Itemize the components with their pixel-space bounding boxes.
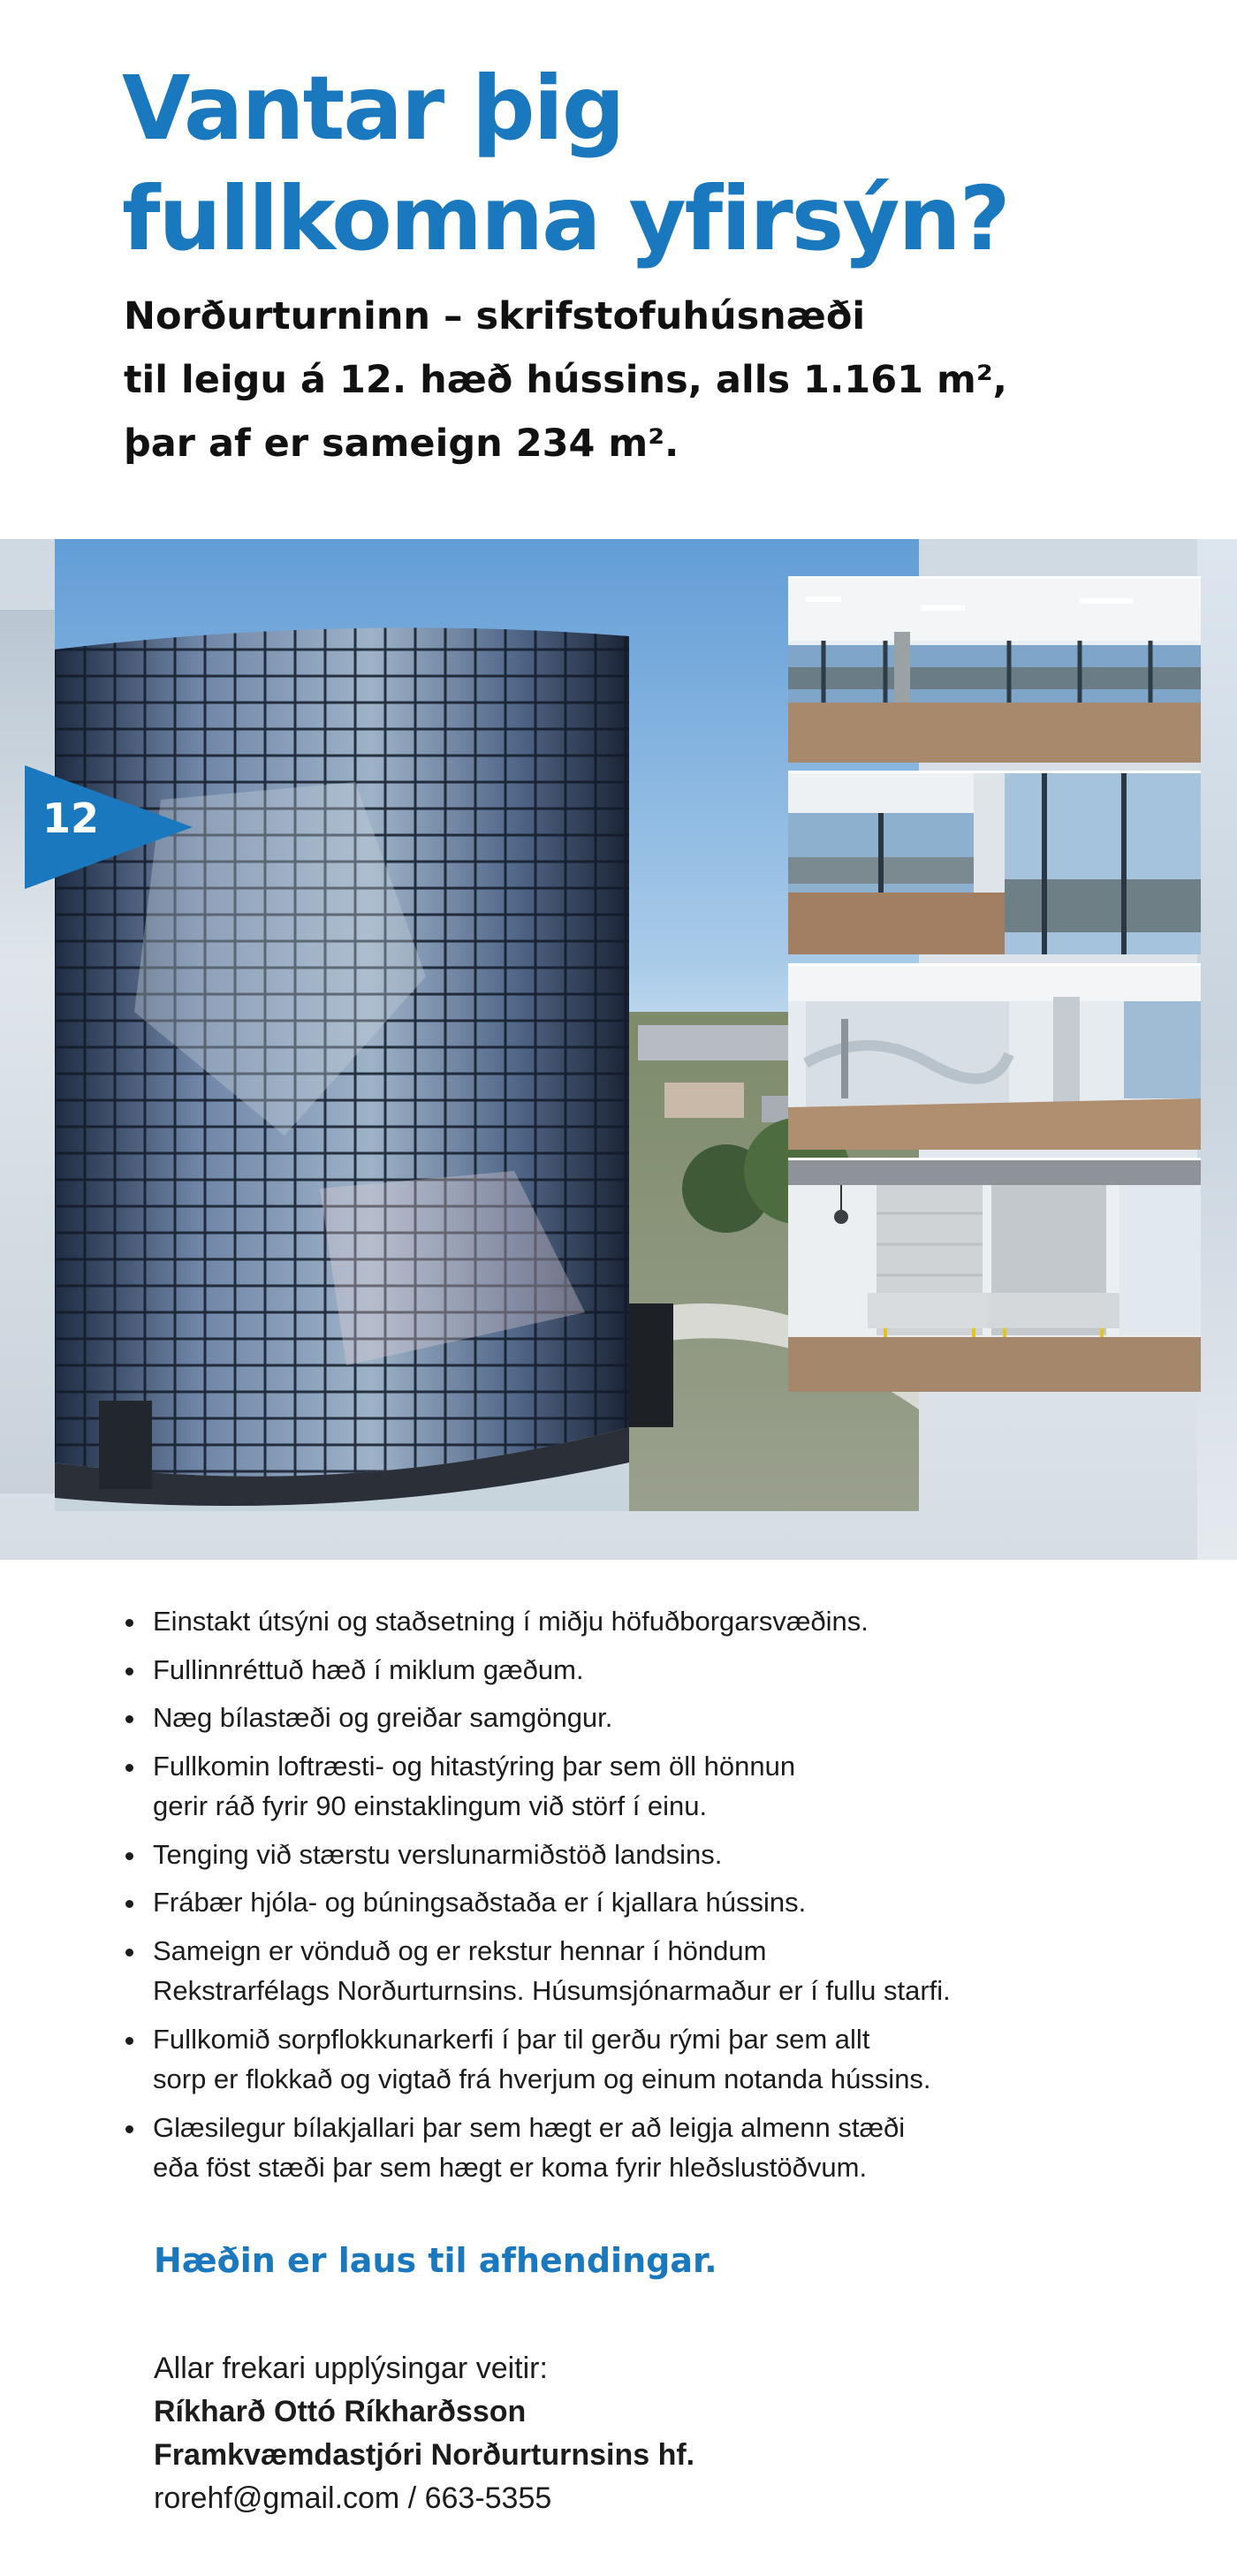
- photo-band: [0, 539, 1237, 1560]
- contact-intro: Allar frekari upplýsingar veitir:: [154, 2352, 548, 2385]
- list-item-text: Fullkomið sorpflokkunarkerfi í þar til gerðu rými þar sem allt: [153, 2023, 870, 2055]
- thumbnail-open-office: [788, 576, 1201, 763]
- subheading-line-3: þar af er sameign 234 m².: [124, 422, 679, 466]
- list-item: [125, 1882, 1168, 1923]
- list-item: [125, 1931, 1168, 2011]
- subheading-line-2: til leigu á 12. hæð hússins, alls 1.161 m²,: [124, 358, 1008, 402]
- headline-line-1: Vantar þig: [122, 57, 624, 160]
- list-item: [125, 2108, 1168, 2188]
- list-item-text: Sameign er vönduð og er rekstur hennar í höndum: [153, 1934, 767, 1966]
- list-item: [125, 1601, 1168, 1642]
- contact-title: Framkvæmdastjóri Norðurturnsins hf.: [154, 2438, 695, 2472]
- contact-block: [154, 2347, 694, 2520]
- list-item: [125, 1698, 1168, 1738]
- contact-name: Ríkharð Ottó Ríkharðsson: [154, 2395, 527, 2428]
- feature-list: [125, 1601, 1168, 2196]
- list-item-text: Rekstrarfélags Norðurturnsins. Húsumsjónarmaður er í fullu starfi.: [153, 1975, 951, 2006]
- availability-notice: Hæðin er laus til afhendingar.: [154, 2241, 717, 2280]
- subheading: [124, 285, 1007, 475]
- headline-line-2: fullkomna yfirsýn?: [122, 167, 1009, 270]
- list-item-text: Fullinnréttuð hæð í miklum gæðum.: [153, 1653, 584, 1685]
- list-item-text: sorp er flokkað og vigtað frá hverjum og einum notanda hússins.: [153, 2063, 931, 2094]
- list-item: [125, 1650, 1168, 1691]
- band-right-decoration: [1197, 539, 1237, 1560]
- subheading-line-1: Norðurturninn – skrifstofuhúsnæði: [124, 294, 866, 338]
- list-item-text: Tenging við stærstu verslunarmiðstöð landsins.: [153, 1838, 723, 1870]
- thumbnail-meeting-booths: [788, 1158, 1201, 1392]
- list-item-text: eða föst stæði þar sem hægt er koma fyrir hleðslustöðvum.: [153, 2152, 868, 2183]
- list-item: [125, 1835, 1168, 1875]
- thumbnail-office-corner: [788, 771, 1201, 954]
- list-item-text: Fullkomin loftræsti- og hitastýring þar sem öll hönnun: [153, 1750, 796, 1782]
- band-left-decoration: [0, 610, 55, 1493]
- headline: [122, 53, 1009, 274]
- list-item: [125, 1746, 1168, 1827]
- list-item-text: gerir ráð fyrir 90 einstaklingum við störf í einu.: [153, 1790, 708, 1821]
- floor-number-label: 12: [42, 794, 100, 842]
- list-item: [125, 2019, 1168, 2100]
- thumbnail-glass-partitions: [788, 963, 1201, 1150]
- list-item-text: Einstakt útsýni og staðsetning í miðju höfuðborgarsvæðins.: [153, 1606, 869, 1637]
- list-item-text: Frábær hjóla- og búningsaðstaða er í kjallara hússins.: [153, 1887, 807, 1918]
- list-item-text: Næg bílastæði og greiðar samgöngur.: [153, 1702, 613, 1733]
- list-item-text: Glæsilegur bílakjallari þar sem hægt er að leigja almenn stæði: [153, 2111, 906, 2143]
- contact-email-phone[interactable]: rorehf@gmail.com / 663-5355: [154, 2481, 552, 2515]
